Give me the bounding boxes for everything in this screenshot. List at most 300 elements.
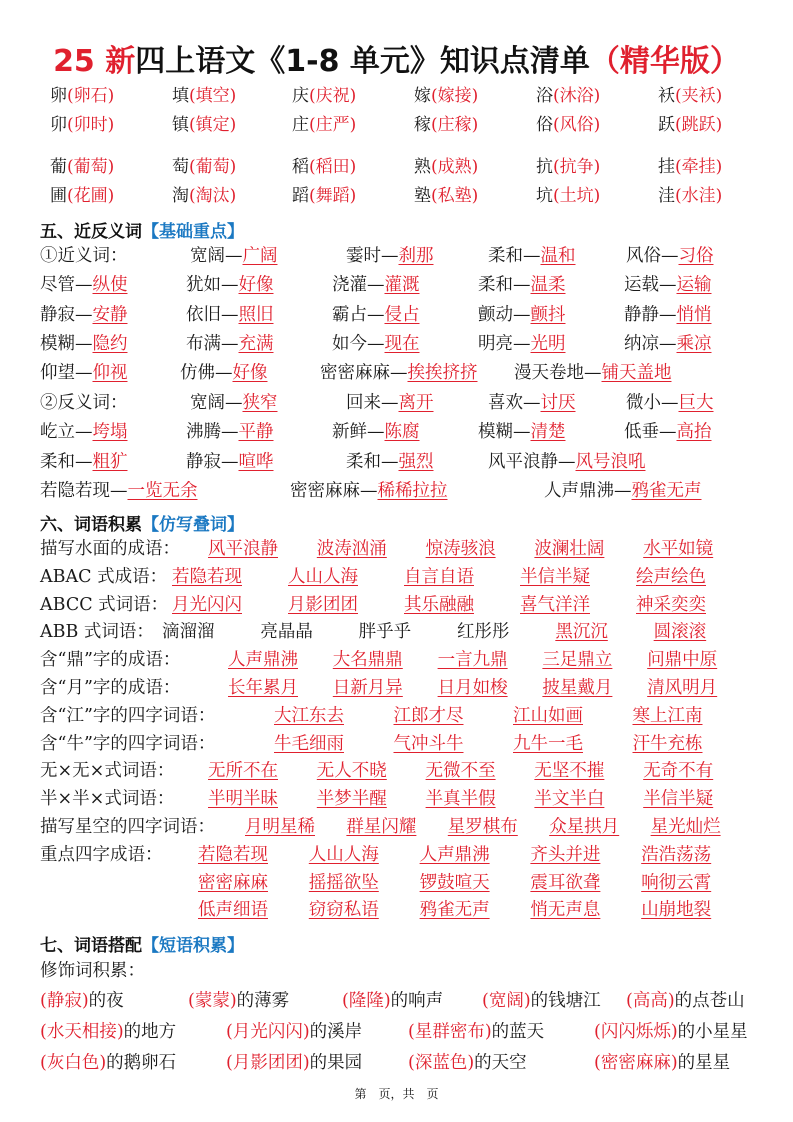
char-cell [536, 113, 600, 137]
char-word: (庆祝) [309, 86, 357, 106]
word-pair [478, 331, 566, 357]
answer-word: 震耳欲聋 [530, 872, 601, 893]
word-pair [40, 331, 128, 357]
word-pair [478, 419, 566, 445]
char: 熟 [414, 157, 431, 177]
modifier-word: (深蓝色) [408, 1053, 475, 1073]
title-main: 四上语文《1-8 单元》知识点清单 [135, 44, 590, 79]
pair-answer: 挨挨挤挤 [407, 363, 478, 384]
char-cell [292, 184, 356, 208]
char-cell [50, 113, 114, 137]
pair-answer: 照旧 [238, 304, 274, 325]
word-pair [626, 390, 714, 416]
pair-word: 模糊— [40, 333, 93, 354]
answer-word: 日新月异 [332, 678, 403, 698]
category-label: 重点四字成语： [40, 844, 163, 865]
char-word: (舞蹈) [309, 186, 357, 206]
modifier-label: 修饰词积累： [40, 961, 145, 981]
answer-word: 群星闪耀 [346, 817, 417, 837]
word-pair [624, 302, 712, 328]
char-cell [414, 84, 478, 108]
char-word: (牵挂) [675, 157, 723, 177]
pair-word: 如今— [332, 333, 385, 354]
word-pair [624, 331, 712, 357]
modifier-word: (月光闪闪) [226, 1022, 310, 1042]
synonym-label: ①近义词： [40, 246, 128, 266]
pair-word: 低垂— [624, 422, 677, 443]
word-pair [346, 243, 434, 269]
pair-answer: 刹那 [398, 246, 434, 266]
pair-word: 新鲜— [332, 422, 385, 443]
char-cell [414, 113, 478, 137]
section-7-title: 七、词语搭配 [40, 936, 142, 956]
pair-answer: 陈腐 [384, 422, 420, 443]
char: 填 [172, 86, 189, 106]
pair-answer: 纵使 [92, 275, 128, 296]
pair-word: 喜欢— [488, 393, 541, 413]
modifier-phrase [482, 988, 601, 1014]
pair-word: 明亮— [478, 333, 531, 354]
word-pair [332, 419, 420, 445]
pair-answer: 好像 [238, 275, 274, 296]
char-cell [50, 84, 114, 108]
pair-word: 回来— [346, 393, 399, 413]
pair-word: 静静— [624, 304, 677, 325]
pair-word: 运载— [624, 275, 677, 296]
pair-answer: 颤抖 [530, 304, 566, 325]
footer-total-label: 页，共 [378, 1087, 415, 1101]
word-pair [346, 449, 434, 475]
answer-word: 江郎才尽 [393, 705, 464, 726]
char-word: (土坑) [553, 186, 601, 206]
word-pair [40, 449, 128, 475]
modifier-phrase [408, 1019, 544, 1045]
char: 圃 [50, 186, 67, 206]
answer-word: 半信半疑 [520, 566, 590, 587]
section-6-title: 六、词语积累 [40, 515, 142, 535]
answer-word: 九牛一毛 [513, 733, 583, 754]
title-new: 新 [105, 44, 136, 79]
pair-word: 柔和— [40, 451, 93, 472]
title-number: 25 [53, 44, 95, 79]
char-cell [292, 155, 356, 179]
char: 庄 [292, 115, 309, 135]
pair-word: 宽阔— [190, 393, 243, 413]
answer-word: 黑沉沉 [555, 622, 608, 643]
word-pair [514, 360, 672, 386]
answer-word: 一言九鼎 [437, 650, 508, 671]
word-pair [180, 360, 268, 386]
modified-noun: 的星星 [677, 1053, 731, 1073]
modified-noun: 的响声 [390, 991, 444, 1011]
plain-word: 红彤彤 [457, 622, 510, 643]
answer-word: 半明半昧 [208, 789, 278, 810]
char: 庆 [292, 86, 309, 106]
pair-answer: 垮塌 [92, 422, 128, 443]
char-word: (私塾) [431, 186, 479, 206]
modifier-word: (静寂) [40, 991, 89, 1011]
char-word: (花圃) [67, 186, 115, 206]
word-pair [40, 360, 128, 386]
char-word: (填空) [189, 86, 237, 106]
char-cell [292, 84, 356, 108]
pair-word: 漫天卷地— [514, 363, 602, 384]
pair-answer: 温和 [540, 246, 576, 266]
modified-noun: 的地方 [123, 1022, 177, 1042]
word-pair [488, 243, 576, 269]
modifier-phrase [594, 1050, 730, 1076]
pair-answer: 广阔 [242, 246, 278, 266]
answer-word: 人山人海 [288, 566, 358, 587]
pair-answer: 清楚 [530, 422, 566, 443]
pair-word: 沸腾— [186, 422, 239, 443]
char: 稼 [414, 115, 431, 135]
answer-word: 绘声绘色 [636, 566, 706, 587]
pair-answer: 强烈 [398, 451, 434, 472]
char: 镇 [172, 115, 189, 135]
pair-word: 屹立— [40, 422, 93, 443]
answer-word: 众星拱月 [549, 817, 620, 837]
answer-word: 其乐融融 [404, 594, 474, 615]
word-pair [624, 419, 712, 445]
answer-word: 无坚不摧 [534, 761, 605, 782]
pair-answer: 鸦雀无声 [631, 480, 702, 501]
category-label: 半×半×式词语： [40, 789, 175, 810]
answer-word: 月影团团 [288, 594, 358, 615]
word-pair [478, 302, 566, 328]
char-cell [536, 155, 600, 179]
modifier-phrase [342, 988, 443, 1014]
pair-answer: 灌溉 [384, 275, 420, 296]
pair-word: 犹如— [186, 275, 239, 296]
char-cell [414, 155, 478, 179]
answer-word: 自言自语 [404, 566, 474, 587]
modified-noun: 的点苍山 [674, 991, 745, 1011]
answer-word: 齐头并进 [530, 844, 601, 865]
footer-page-suffix: 页 [426, 1087, 439, 1101]
char: 俗 [536, 115, 553, 135]
category-label: 描写水面的成语： [40, 539, 180, 559]
pair-answer: 平静 [238, 422, 274, 443]
answer-word: 星光灿烂 [650, 817, 721, 837]
word-pair [40, 272, 128, 298]
pair-answer: 离开 [398, 393, 434, 413]
word-pair [332, 302, 420, 328]
category-label: 描写星空的四字词语： [40, 817, 215, 837]
word-pair [190, 390, 278, 416]
pair-word: 风俗— [626, 246, 679, 266]
char-cell [658, 113, 722, 137]
char-word: (卯时) [67, 115, 115, 135]
pair-answer: 风号浪吼 [575, 451, 646, 472]
char-word: (庄严) [309, 115, 357, 135]
pair-word: 宽阔— [190, 246, 243, 266]
char: 抗 [536, 157, 553, 177]
answer-word: 大名鼎鼎 [332, 650, 403, 671]
answer-word: 神采奕奕 [636, 594, 706, 615]
pair-answer: 粗犷 [92, 451, 128, 472]
char-cell [536, 184, 600, 208]
category-label: 含“鼎”字的成语： [40, 650, 181, 671]
modifier-phrase [626, 988, 745, 1014]
answer-word: 半真半假 [425, 789, 496, 810]
section-7-heading [40, 931, 244, 956]
char: 浴 [536, 86, 553, 106]
pair-answer: 温柔 [530, 275, 566, 296]
answer-word: 波涛汹涌 [316, 539, 387, 559]
modified-noun: 的钱塘江 [530, 991, 601, 1011]
modified-noun: 的薄雾 [236, 991, 290, 1011]
answer-word: 波澜壮阔 [534, 539, 605, 559]
footer-page-label: 第 [354, 1087, 367, 1101]
modifier-word: (星群密布) [408, 1022, 492, 1042]
word-pair [40, 302, 128, 328]
section-6-heading [40, 510, 244, 535]
pair-word: 布满— [186, 333, 239, 354]
word-pair [186, 272, 274, 298]
modifier-word: (隆隆) [342, 991, 391, 1011]
answer-word: 月明星稀 [245, 817, 315, 837]
pair-answer: 巨大 [678, 393, 714, 413]
answer-word: 人声鼎沸 [419, 844, 490, 865]
char-cell [658, 184, 722, 208]
plain-word: 胖乎乎 [358, 622, 412, 643]
pair-word: 静寂— [186, 451, 239, 472]
char-cell [50, 155, 114, 179]
pair-answer: 讨厌 [540, 393, 576, 413]
answer-word: 山崩地裂 [641, 900, 712, 921]
answer-word: 浩浩荡荡 [641, 844, 712, 865]
pair-answer: 充满 [238, 333, 274, 354]
answer-word: 牛毛细雨 [274, 733, 344, 754]
char-word: (葡萄) [67, 157, 115, 177]
char-word: (风俗) [553, 115, 601, 135]
char-word: (成熟) [431, 157, 479, 177]
char-cell [172, 84, 236, 108]
answer-word: 低声细语 [198, 900, 268, 921]
modified-noun: 的夜 [88, 991, 124, 1011]
modified-noun: 的鹅卵石 [106, 1053, 177, 1073]
char-word: (卵石) [67, 86, 115, 106]
pair-word: 柔和— [346, 451, 399, 472]
word-pair [332, 331, 420, 357]
pair-answer: 喧哗 [238, 451, 274, 472]
char-word: (水洼) [675, 186, 723, 206]
title-suffix: （精华版） [589, 44, 740, 79]
pair-word: 颤动— [478, 304, 531, 325]
page-title [0, 36, 793, 80]
answer-word: 喜气洋洋 [520, 594, 590, 615]
answer-word: 悄无声息 [530, 900, 601, 921]
pair-answer: 乘凉 [676, 333, 712, 354]
pair-word: 浇灌— [332, 275, 385, 296]
answer-word: 汗牛充栋 [632, 733, 703, 754]
answer-word: 摇摇欲坠 [308, 872, 379, 893]
answer-word: 人声鼎沸 [228, 650, 298, 671]
word-pair [40, 478, 198, 504]
answer-word: 锣鼓喧天 [419, 872, 490, 893]
pair-word: 纳凉— [624, 333, 677, 354]
modified-noun: 的溪岸 [309, 1022, 363, 1042]
word-pair [626, 243, 714, 269]
char: 塾 [414, 186, 431, 206]
word-pair [190, 243, 278, 269]
pair-answer: 好像 [232, 363, 268, 384]
word-pair [186, 331, 274, 357]
char-cell [172, 184, 236, 208]
char-cell [50, 184, 114, 208]
pair-answer: 一览无余 [127, 480, 198, 501]
char-cell [536, 84, 600, 108]
char: 挂 [658, 157, 675, 177]
section-5-title: 五、近反义词 [40, 222, 142, 242]
pair-word: 静寂— [40, 304, 93, 325]
char: 卯 [50, 115, 67, 135]
pair-word: 密密麻麻— [290, 480, 378, 501]
pair-word: 柔和— [488, 246, 541, 266]
category-label: 含“月”字的成语： [40, 678, 181, 698]
modifier-word: (蒙蒙) [188, 991, 237, 1011]
word-pair [624, 272, 712, 298]
answer-word: 问鼎中原 [647, 650, 718, 671]
pair-answer: 光明 [530, 333, 566, 354]
modifier-phrase [40, 988, 124, 1014]
char-word: (跳跃) [675, 115, 723, 135]
char: 卵 [50, 86, 67, 106]
char-cell [658, 84, 722, 108]
word-pair [186, 449, 274, 475]
modifier-word: (灰白色) [40, 1053, 107, 1073]
answer-word: 无奇不有 [643, 761, 714, 782]
answer-word: 无所不在 [208, 761, 278, 782]
answer-word: 密密麻麻 [198, 872, 268, 893]
answer-word: 圆滚滚 [653, 622, 707, 643]
pair-word: 模糊— [478, 422, 531, 443]
modifier-phrase [226, 1019, 362, 1045]
answer-word: 半信半疑 [643, 789, 714, 810]
modifier-word: (水天相接) [40, 1022, 124, 1042]
char-word: (嫁接) [431, 86, 479, 106]
answer-word: 无人不晓 [316, 761, 387, 782]
pair-answer: 悄悄 [676, 304, 712, 325]
char: 稻 [292, 157, 309, 177]
answer-word: 长年累月 [228, 678, 298, 698]
section-5-tag: 【基础重点】 [142, 222, 244, 242]
section-5-heading [40, 217, 244, 242]
pair-answer: 高抬 [676, 422, 712, 443]
section-6-tag: 【仿写叠词】 [142, 515, 244, 535]
word-pair [332, 272, 420, 298]
char-cell [172, 113, 236, 137]
char: 葡 [50, 157, 67, 177]
antonym-label: ②反义词： [40, 393, 128, 413]
answer-word: 江山如画 [513, 705, 583, 726]
word-pair [488, 449, 646, 475]
word-pair [186, 302, 274, 328]
word-pair [290, 478, 448, 504]
pair-answer: 现在 [384, 333, 420, 354]
pair-word: 仿佛— [180, 363, 233, 384]
answer-word: 气冲斗牛 [393, 733, 464, 754]
answer-word: 半文半白 [534, 789, 605, 810]
char: 跃 [658, 115, 675, 135]
answer-word: 风平浪静 [208, 539, 278, 559]
char-cell [414, 184, 478, 208]
word-pair [320, 360, 478, 386]
modifier-phrase [40, 1050, 176, 1076]
category-label: ABAC 式成语： [40, 566, 168, 587]
char: 淘 [172, 186, 189, 206]
pair-word: 仰望— [40, 363, 93, 384]
pair-answer: 稀稀拉拉 [377, 480, 448, 501]
word-pair [40, 419, 128, 445]
category-label: ABB 式词语： [40, 622, 154, 643]
answer-word: 惊涛骇浪 [425, 539, 496, 559]
category-label: 无×无×式词语： [40, 761, 175, 782]
char-word: (稻田) [309, 157, 357, 177]
word-pair [478, 272, 566, 298]
modifier-phrase [40, 1019, 176, 1045]
pair-answer: 仰视 [92, 363, 128, 384]
pair-word: 微小— [626, 393, 679, 413]
modifier-phrase [594, 1019, 748, 1045]
char-cell [658, 155, 722, 179]
answer-word: 响彻云霄 [641, 872, 712, 893]
modifier-phrase [188, 988, 289, 1014]
char-cell [172, 155, 236, 179]
char: 嫁 [414, 86, 431, 106]
category-label: 含“江”字的四字词语： [40, 705, 216, 726]
char: 袄 [658, 86, 675, 106]
pair-word: 尽管— [40, 275, 93, 296]
char-cell [292, 113, 356, 137]
modifier-phrase [408, 1050, 527, 1076]
pair-answer: 隐约 [92, 333, 128, 354]
word-pair [544, 478, 702, 504]
word-pair [186, 419, 274, 445]
char: 蹈 [292, 186, 309, 206]
pair-word: 霎时— [346, 246, 399, 266]
answer-word: 寒上江南 [632, 705, 703, 726]
section-7-tag: 【短语积累】 [142, 936, 244, 956]
answer-word: 若隐若现 [198, 844, 268, 865]
char-word: (淘汰) [189, 186, 237, 206]
modified-noun: 的蓝天 [491, 1022, 545, 1042]
pair-answer: 安静 [92, 304, 128, 325]
char-word: (沐浴) [553, 86, 601, 106]
category-label: 含“牛”字的四字词语： [40, 733, 216, 754]
modified-noun: 的小星星 [677, 1022, 748, 1042]
pair-answer: 铺天盖地 [601, 363, 672, 384]
char: 洼 [658, 186, 675, 206]
answer-word: 半梦半醒 [316, 789, 387, 810]
pair-answer: 狭窄 [242, 393, 278, 413]
answer-word: 水平如镜 [643, 539, 714, 559]
pair-word: 密密麻麻— [320, 363, 408, 384]
answer-word: 星罗棋布 [447, 817, 518, 837]
plain-word: 滴溜溜 [162, 622, 215, 643]
pair-word: 霸占— [332, 304, 385, 325]
char-word: (葡萄) [189, 157, 237, 177]
pair-word: 人声鼎沸— [544, 480, 632, 501]
pair-answer: 运输 [676, 275, 712, 296]
answer-word: 披星戴月 [542, 678, 613, 698]
modified-noun: 的果园 [309, 1053, 363, 1073]
answer-word: 窃窃私语 [308, 900, 379, 921]
char-word: (夹袄) [675, 86, 723, 106]
modifier-word: (高高) [626, 991, 675, 1011]
modifier-word: (月影团团) [226, 1053, 310, 1073]
